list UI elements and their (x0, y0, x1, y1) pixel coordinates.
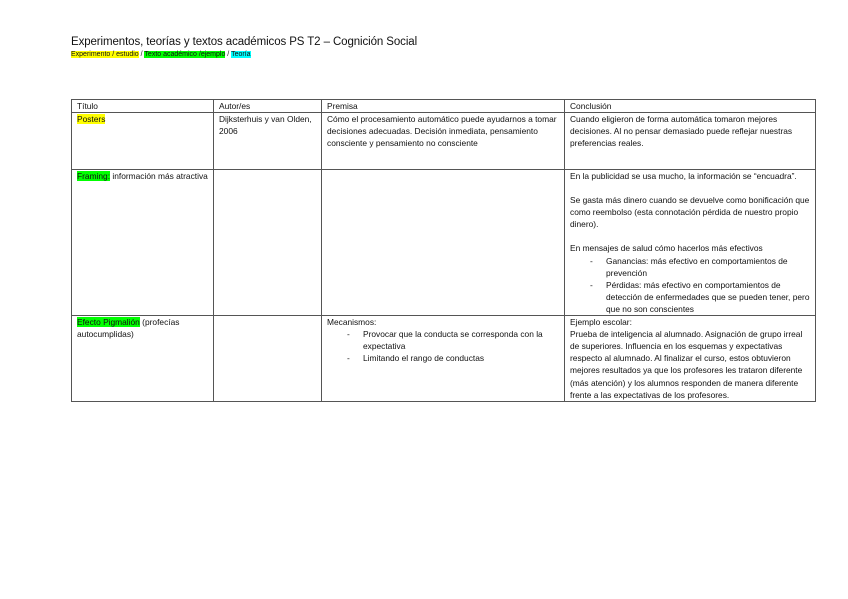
cell-authors: Dijksterhuis y van Olden, 2006 (214, 113, 322, 170)
premise-list (327, 328, 560, 364)
cell-title (72, 113, 214, 170)
header-conclusion: Conclusión (565, 100, 816, 113)
cell-conclusion (565, 316, 816, 402)
conclusion-paragraph: En la publicidad se usa mucho, la información se “encuadra”. (570, 171, 797, 182)
cell-premise (322, 170, 565, 316)
table-header-row (72, 100, 816, 113)
cell-title (72, 170, 214, 316)
conclusion-heading: Ejemplo escolar: (570, 317, 632, 328)
header-title: Título (72, 100, 214, 113)
list-item: - Pérdidas: más efectivo en comportamientos de detección de enfermedades que se pueden tener, pero que no son conscientes (590, 279, 811, 315)
conclusion-paragraph: Se gasta más dinero cuando se devuelve como bonificación que como reembolso (esta connotación pérdida de nuestro propio dinero). (570, 195, 810, 230)
table-row (72, 170, 816, 316)
legend-academic-text: Texto académico /ejemplo (144, 51, 226, 58)
table-row (72, 113, 816, 170)
header-authors: Autor/es (214, 100, 322, 113)
title-highlight: Framing: (77, 171, 111, 182)
page-title: Experimentos, teorías y textos académicos PS T2 – Cognición Social (71, 36, 418, 48)
cell-premise (322, 316, 565, 402)
table-row (72, 316, 816, 402)
list-item: - Limitando el rango de conductas (347, 352, 560, 364)
cell-authors (214, 170, 322, 316)
list-item: - Ganancias: más efectivo en comportamientos de prevención (590, 255, 811, 279)
title-highlight: Efecto Pigmalión (77, 317, 140, 328)
legend-experiment: Experimento / estudio (71, 51, 139, 58)
cell-title (72, 316, 214, 402)
legend-separator: / (225, 51, 232, 58)
conclusion-paragraph: En mensajes de salud cómo hacerlos más efectivos (570, 243, 763, 254)
conclusion-list (570, 255, 811, 315)
legend-theory: Teoría (231, 51, 251, 58)
legend-separator: / (138, 51, 145, 58)
cell-authors (214, 316, 322, 402)
cell-premise: Cómo el procesamiento automático puede ayudarnos a tomar decisiones adecuadas. Decisión inmediata, pensamiento consciente y pensamiento no consciente (322, 113, 565, 170)
header-premise: Premisa (322, 100, 565, 113)
title-rest: (profecías autocumplidas) (77, 317, 180, 340)
cell-conclusion: Cuando eligieron de forma automática tomaron mejores decisiones. Al no pensar demasiado puede reflejar nuestras preferencias reales. (565, 113, 816, 170)
conclusion-paragraph: Prueba de inteligencia al alumnado. Asignación de grupo irreal de superiores. Influencia en los esquemas y expectativas respecto al alumnado. Al finalizar el curso, estos obtuvieron mejores resultados ya que los profesores les trataron diferente (más atención) y los alumnos responden de manera diferente frente a las expectativas de los profesores. (570, 329, 803, 400)
cell-conclusion (565, 170, 816, 316)
notes-table (71, 99, 816, 402)
premise-heading: Mecanismos: (327, 317, 377, 328)
legend (71, 50, 251, 60)
title-highlight: Posters (77, 114, 106, 125)
list-item: - Provocar que la conducta se corresponda con la expectativa (347, 328, 560, 352)
title-rest: información más atractiva (110, 171, 208, 182)
